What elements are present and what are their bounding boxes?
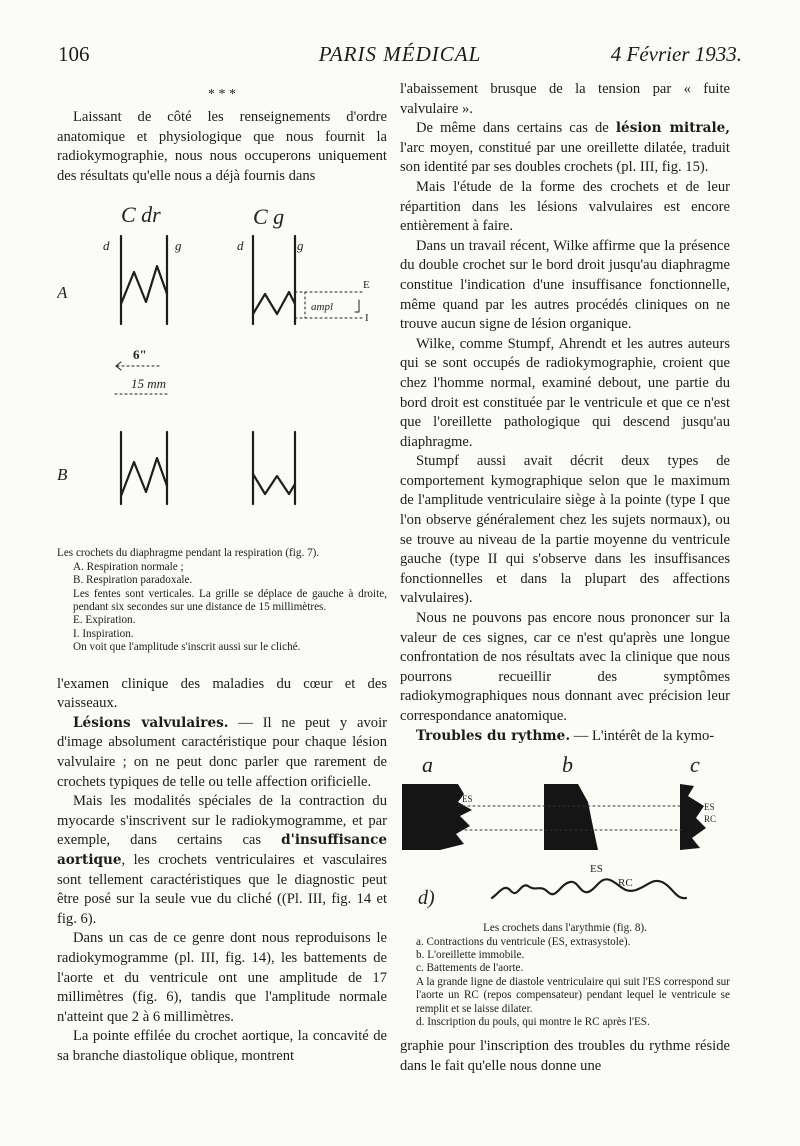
label-d-left-heart: d [237, 238, 244, 254]
pulse-tracing [492, 879, 686, 898]
scale-time [116, 362, 161, 370]
caption-item: d. Inscription du pouls, qui montre le RC après l'ES. [416, 1016, 650, 1029]
caption-title: Les crochets du diaphragme pendant la respiration (fig. 7). [57, 547, 320, 560]
body-paragraph: graphie pour l'inscription des troubles du rythme réside dans le fait qu'elle nous donne une [400, 1038, 730, 1075]
page-number: 106 [58, 42, 90, 66]
caption-title: Les crochets dans l'arythmie (fig. 8). [483, 922, 647, 935]
caption-item: b. L'oreillette immobile. [416, 949, 525, 961]
figure-8-caption [400, 922, 730, 1029]
row-label-b: B [57, 465, 68, 485]
body-paragraph: La pointe effilée du crochet aortique, la concavité de sa branche diastolique oblique, montrent [57, 1028, 387, 1064]
label-rc-d: RC [618, 877, 633, 890]
body-text: — Il ne peut y avoir d'image absolument caractéristique pour chaque lésion valvulaire ; on ne peut donc parler que rarement de crochets typiques de telle ou telle affection orificielle. [57, 714, 387, 790]
hook-normal-right [121, 236, 167, 324]
journal-title: PARIS MÉDICAL [318, 42, 482, 66]
body-paragraph: l'examen clinique des maladies du cœur et des vaisseaux. [57, 675, 387, 712]
section-heading-troubles: Troubles du rythme. [416, 727, 571, 744]
figure-7 [57, 194, 387, 541]
label-es-d: ES [590, 863, 603, 876]
caption-item: E. Expiration. [73, 614, 136, 627]
figure-8-drawing [400, 752, 730, 918]
section-separator: * * * [208, 87, 236, 102]
figure-7-drawing [57, 194, 387, 541]
body-paragraph: Wilke, comme Stumpf, Ahrendt et les autres auteurs qui se sont occupés de radiokymographie, croient que chez l'homme normal, examiné debout, une partie du bord droit est constituée par le ventricule et que ce n'est que l'oreillette pathologique qui descend jusqu'au diaphragme. [400, 335, 730, 450]
caption-item: A. Respiration normale ; [73, 560, 184, 573]
body-paragraph: Nous ne pouvons pas encore nous prononcer sur la valeur de ces signes, car ce n'est qu'après une longue confrontation de nos résultats avec la clinique que nous pourrons recueillir des symptômes radiokymographiques nous donnant avec précision leur correspondance anatomique. [400, 610, 730, 724]
caption-note: A la grande ligne de diastole ventriculaire qui suit l'ES correspond sur l'aorte un RC (repos compensateur) pendant lequel le ventricule se remplit et se laisse dilater. [416, 975, 730, 1015]
section-heading-lesions: Lésions valvulaires. [73, 714, 229, 731]
hook-normal-left [253, 236, 295, 324]
scale-6-seconds: 6" [133, 347, 147, 363]
body-paragraph [57, 714, 387, 792]
right-column [400, 80, 730, 1077]
hook-paradoxal-right [121, 432, 167, 504]
figure-8 [400, 752, 730, 918]
issue-date: 4 Février 1933. [610, 42, 742, 66]
kymogram-atrium [544, 784, 598, 850]
label-d: d) [418, 887, 435, 910]
label-es-c: ES [704, 802, 715, 813]
body-paragraph: Dans un travail récent, Wilke affirme que la présence du double crochet sur le bord droit jusqu'au diaphragme constitue l'indication d'une insuffisance fonctionnelle, même quand par les autres procédés cliniques on ne trouve aucun signe de lésion organique. [400, 237, 730, 333]
emphasis-lesion-mitrale: lésion mitrale, [615, 120, 730, 137]
label-g-left-heart: g [297, 238, 304, 254]
caption-note: Les fentes sont verticales. La grille se déplace de gauche à droite, pendant six secondes sur une distance de 15 millimètres. [73, 587, 387, 613]
body-text: De même dans certains cas de [416, 120, 616, 137]
body-text: — L'intérêt de la kymo- [570, 727, 715, 744]
caption-item: c. Battements de l'aorte. [416, 962, 524, 975]
body-text: l'arc moyen, constitué par une oreillette dilatée, traduit son identité par ses doubles crochets (pl. III, fig. 15). [400, 139, 730, 176]
amplitude-bracket [355, 300, 359, 312]
intro-paragraph: Laissant de côté les renseignements d'ordre anatomique et physiologique que nous fournit la radiokymographie, nous nous occuperons uniquement des résultats qu'elle nous a déjà fournis dans [57, 109, 387, 184]
body-paragraph [400, 119, 730, 178]
caption-item: a. Contractions du ventricule (ES, extrasystole). [416, 935, 631, 948]
label-c: c [690, 752, 700, 778]
label-a: a [422, 752, 433, 778]
label-expiration-e: E [363, 279, 370, 292]
body-text: Mais les modalités spéciales de la contraction du myocarde s'inscrivent sur le radiokymogramme, et par exemple, dans certains cas [57, 793, 387, 849]
kymogram-aorta [680, 784, 706, 850]
running-header [58, 42, 742, 72]
label-rc-c: RC [704, 814, 717, 825]
scale-15-mm: 15 mm [131, 376, 167, 392]
row-label-a: A [57, 283, 68, 303]
label-b: b [562, 752, 573, 778]
label-c-droit: C dr [121, 202, 161, 228]
caption-note: On voit que l'amplitude s'inscrit aussi sur le cliché. [73, 641, 301, 654]
emphasis-insuffisance-aortique: d'insuffisance aortique [57, 832, 387, 868]
caption-item: B. Respiration paradoxale. [73, 574, 193, 587]
body-paragraph [57, 792, 387, 929]
body-paragraph: l'abaissement brusque de la tension par « fuite valvulaire ». [400, 81, 730, 117]
label-c-gauche: C g [253, 204, 285, 230]
body-paragraph: Mais l'étude de la forme des crochets et de leur répartition dans les lésions valvulaires est encore entièrement à faire. [400, 178, 730, 235]
label-amplitude: ampl [311, 301, 333, 314]
body-paragraph [400, 727, 730, 747]
label-d-right-heart: d [103, 238, 110, 254]
label-inspiration-i: I [365, 312, 369, 325]
caption-item: I. Inspiration. [73, 627, 134, 640]
label-es-a: ES [462, 794, 473, 805]
label-g-right-heart: g [175, 238, 182, 254]
body-text: , les crochets ventriculaires et vasculaires sont tellement caractéristiques que le diagnostic peut être posé sur la seule vue du cliché ((Pl. III, fig. 14 et fig. 6). [57, 851, 387, 927]
hook-paradoxal-left [253, 432, 295, 504]
body-paragraph: Stumpf aussi avait décrit deux types de comportement kymographique selon que le maximum de l'amplitude ventriculaire siège à la pointe (type I que l'on observe généralement chez les sujets normaux), ou se trouve au niveau de la partie moyenne du ventricule gauche (type II qui s'observe dans les insuffisances fonctionnelles et dans la plupart des affections valvulaires). [400, 453, 730, 607]
figure-7-caption [57, 547, 387, 654]
left-column [57, 80, 387, 1067]
body-paragraph: Dans un cas de ce genre dont nous reproduisons le radiokymogramme (pl. III, fig. 14), les battements de l'aorte et du ventricule ont une amplitude de 17 millimètres (fig. 6), tandis que l'amplitude normale n'atteint que 2 à 6 millimètres. [57, 930, 387, 1025]
